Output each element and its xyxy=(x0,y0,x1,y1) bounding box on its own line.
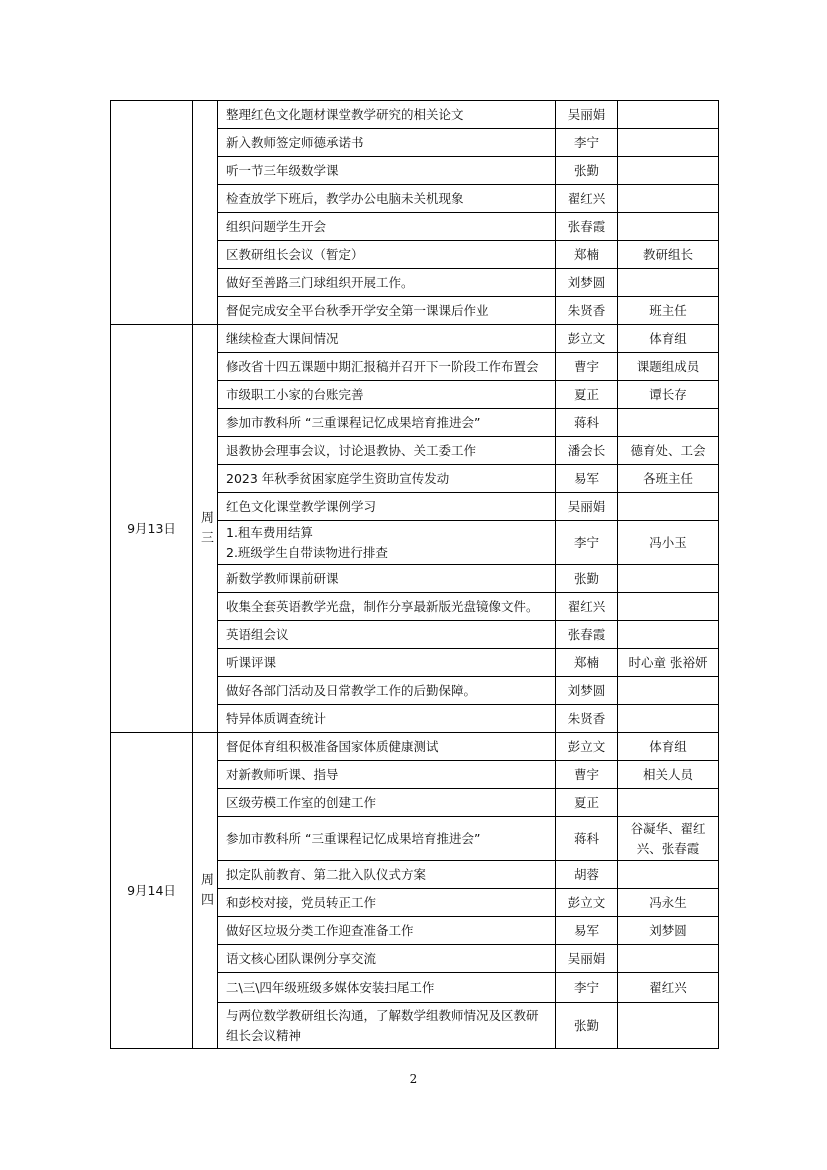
person-cell: 翟红兴 xyxy=(556,593,618,621)
weekday-cell xyxy=(193,101,218,325)
person-cell: 刘梦圆 xyxy=(556,269,618,297)
coop-cell xyxy=(618,129,719,157)
person-cell: 曹宇 xyxy=(556,761,618,789)
person-cell: 彭立文 xyxy=(556,889,618,917)
task-cell: 红色文化课堂教学课例学习 xyxy=(218,493,556,521)
coop-cell: 教研组长 xyxy=(618,241,719,269)
coop-cell xyxy=(618,213,719,241)
task-cell: 区教研组长会议（暂定） xyxy=(218,241,556,269)
coop-cell xyxy=(618,677,719,705)
coop-cell: 体育组 xyxy=(618,325,719,353)
person-cell: 吴丽娟 xyxy=(556,493,618,521)
task-cell: 做好各部门活动及日常教学工作的后勤保障。 xyxy=(218,677,556,705)
coop-cell: 相关人员 xyxy=(618,761,719,789)
task-cell: 英语组会议 xyxy=(218,621,556,649)
weekday-cell: 周 三 xyxy=(193,325,218,733)
task-cell: 语文核心团队课例分享交流 xyxy=(218,945,556,973)
coop-cell xyxy=(618,409,719,437)
task-cell: 新数学教师课前研课 xyxy=(218,565,556,593)
coop-cell: 冯小玉 xyxy=(618,521,719,565)
coop-cell: 时心童 张裕妍 xyxy=(618,649,719,677)
coop-cell: 刘梦圆 xyxy=(618,917,719,945)
coop-cell xyxy=(618,565,719,593)
coop-cell xyxy=(618,157,719,185)
person-cell: 李宁 xyxy=(556,129,618,157)
task-cell: 做好区垃圾分类工作迎查准备工作 xyxy=(218,917,556,945)
task-cell: 1.租车费用结算 2.班级学生自带读物进行排查 xyxy=(218,521,556,565)
person-cell: 彭立文 xyxy=(556,733,618,761)
person-cell: 蒋科 xyxy=(556,817,618,861)
coop-cell: 谷凝华、翟红兴、张春霞 xyxy=(618,817,719,861)
task-cell: 与两位数学教研组长沟通，了解数学组教师情况及区教研组长会议精神 xyxy=(218,1003,556,1049)
coop-cell xyxy=(618,945,719,973)
page-number: 2 xyxy=(409,1072,418,1086)
person-cell: 曹宇 xyxy=(556,353,618,381)
schedule-row xyxy=(111,325,719,353)
person-cell: 翟红兴 xyxy=(556,185,618,213)
task-cell: 特异体质调查统计 xyxy=(218,705,556,733)
task-cell: 新入教师签定师德承诺书 xyxy=(218,129,556,157)
coop-cell xyxy=(618,789,719,817)
person-cell: 吴丽娟 xyxy=(556,945,618,973)
task-cell: 做好至善路三门球组织开展工作。 xyxy=(218,269,556,297)
coop-cell: 各班主任 xyxy=(618,465,719,493)
date-cell: 9月13日 xyxy=(111,325,193,733)
schedule-row xyxy=(111,733,719,761)
task-cell: 拟定队前教育、第二批入队仪式方案 xyxy=(218,861,556,889)
coop-cell: 体育组 xyxy=(618,733,719,761)
person-cell: 郑楠 xyxy=(556,649,618,677)
person-cell: 刘梦圆 xyxy=(556,677,618,705)
task-cell: 参加市教科所 “三重课程记忆成果培育推进会” xyxy=(218,817,556,861)
person-cell: 张春霞 xyxy=(556,213,618,241)
person-cell: 夏正 xyxy=(556,789,618,817)
coop-cell xyxy=(618,493,719,521)
task-cell: 市级职工小家的台账完善 xyxy=(218,381,556,409)
task-cell: 督促体育组积极准备国家体质健康测试 xyxy=(218,733,556,761)
person-cell: 吴丽娟 xyxy=(556,101,618,129)
person-cell: 胡蓉 xyxy=(556,861,618,889)
task-cell: 退教协会理事会议，讨论退教协、关工委工作 xyxy=(218,437,556,465)
person-cell: 潘会长 xyxy=(556,437,618,465)
person-cell: 蒋科 xyxy=(556,409,618,437)
person-cell: 李宁 xyxy=(556,973,618,1003)
weekday-cell: 周 四 xyxy=(193,733,218,1049)
coop-cell xyxy=(618,269,719,297)
coop-cell xyxy=(618,705,719,733)
task-cell: 2023 年秋季贫困家庭学生资助宣传发动 xyxy=(218,465,556,493)
task-cell: 二\三\四年级班级多媒体安装扫尾工作 xyxy=(218,973,556,1003)
coop-cell: 翟红兴 xyxy=(618,973,719,1003)
person-cell: 易军 xyxy=(556,465,618,493)
task-cell: 继续检查大课间情况 xyxy=(218,325,556,353)
task-cell: 和彭校对接，党员转正工作 xyxy=(218,889,556,917)
date-cell: 9月14日 xyxy=(111,733,193,1049)
person-cell: 张勤 xyxy=(556,565,618,593)
person-cell: 张勤 xyxy=(556,1003,618,1049)
person-cell: 郑楠 xyxy=(556,241,618,269)
task-cell: 区级劳模工作室的创建工作 xyxy=(218,789,556,817)
task-cell: 参加市教科所 “三重课程记忆成果培育推进会” xyxy=(218,409,556,437)
coop-cell xyxy=(618,1003,719,1049)
person-cell: 张春霞 xyxy=(556,621,618,649)
task-cell: 整理红色文化题材课堂教学研究的相关论文 xyxy=(218,101,556,129)
person-cell: 朱贤香 xyxy=(556,297,618,325)
person-cell: 李宁 xyxy=(556,521,618,565)
coop-cell: 谭长存 xyxy=(618,381,719,409)
coop-cell xyxy=(618,185,719,213)
task-cell: 修改省十四五课题中期汇报稿并召开下一阶段工作布置会 xyxy=(218,353,556,381)
coop-cell: 冯永生 xyxy=(618,889,719,917)
task-cell: 收集全套英语教学光盘，制作分享最新版光盘镜像文件。 xyxy=(218,593,556,621)
coop-cell: 德育处、工会 xyxy=(618,437,719,465)
schedule-body xyxy=(111,101,719,1049)
person-cell: 彭立文 xyxy=(556,325,618,353)
schedule-row xyxy=(111,101,719,129)
coop-cell: 课题组成员 xyxy=(618,353,719,381)
coop-cell xyxy=(618,621,719,649)
task-cell: 组织问题学生开会 xyxy=(218,213,556,241)
task-cell: 听一节三年级数学课 xyxy=(218,157,556,185)
task-cell: 督促完成安全平台秋季开学安全第一课课后作业 xyxy=(218,297,556,325)
date-cell xyxy=(111,101,193,325)
coop-cell xyxy=(618,861,719,889)
person-cell: 朱贤香 xyxy=(556,705,618,733)
person-cell: 易军 xyxy=(556,917,618,945)
schedule-table xyxy=(110,100,719,1049)
coop-cell xyxy=(618,593,719,621)
person-cell: 夏正 xyxy=(556,381,618,409)
task-cell: 对新教师听课、指导 xyxy=(218,761,556,789)
person-cell: 张勤 xyxy=(556,157,618,185)
coop-cell: 班主任 xyxy=(618,297,719,325)
coop-cell xyxy=(618,101,719,129)
task-cell: 检查放学下班后，教学办公电脑未关机现象 xyxy=(218,185,556,213)
task-cell: 听课评课 xyxy=(218,649,556,677)
